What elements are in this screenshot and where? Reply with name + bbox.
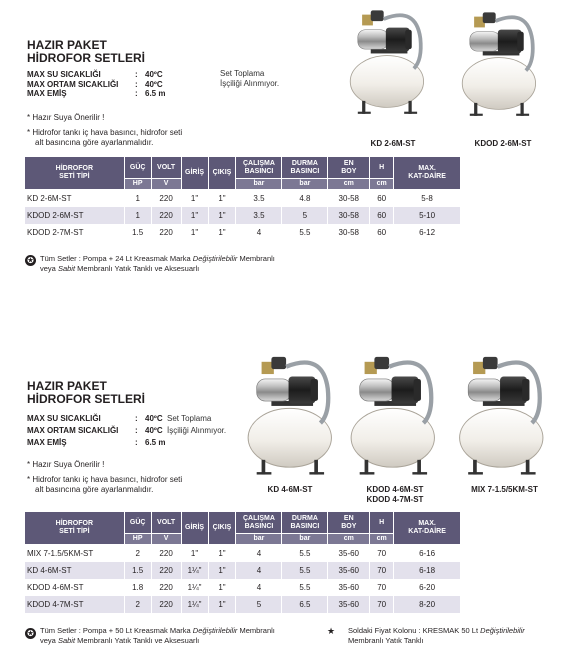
section2-title-line1: HAZIR PAKET xyxy=(27,379,107,393)
section1-title-line2: HİDROFOR SETLERİ xyxy=(27,51,146,65)
spec-value: 6.5 m xyxy=(145,89,166,98)
table-cell: 6-20 xyxy=(394,579,461,596)
table-row xyxy=(25,596,461,613)
table-cell: 4 xyxy=(236,562,282,579)
table-cell: 8-20 xyxy=(394,596,461,613)
col-width-height: EN BOY xyxy=(328,512,370,534)
table-cell: 1.5 xyxy=(124,224,151,241)
section2-set-note xyxy=(167,414,226,436)
table-cell: 60 xyxy=(370,207,394,224)
table-cell: 70 xyxy=(370,562,394,579)
star-icon: ✪ xyxy=(25,628,36,639)
spec-value: 40ºC xyxy=(145,70,163,79)
product-caption: KDOD 4-6M-ST KDOD 4-7M-ST xyxy=(366,485,424,504)
col-inlet: GİRİŞ xyxy=(181,157,208,190)
pump-set-image-kdod-2-6m xyxy=(455,8,545,118)
table-cell: 1" xyxy=(181,190,208,208)
table-row xyxy=(25,224,461,241)
table-cell: 4 xyxy=(236,545,282,563)
set-note-line2: İşçiliği Alınmıyor. xyxy=(167,426,227,435)
spec-label: MAX EMİŞ xyxy=(27,438,67,447)
product-caption: MIX 7-1.5/5KM-ST xyxy=(471,485,538,494)
table-cell: 220 xyxy=(151,562,181,579)
section2-note2 xyxy=(27,475,182,494)
table-cell: 1" xyxy=(208,207,236,224)
table-cell: 1" xyxy=(208,596,236,613)
table-cell: 5.5 xyxy=(282,224,328,241)
section2-title-line2: HİDROFOR SETLERİ xyxy=(27,392,146,406)
spec-value: 6.5 m xyxy=(145,438,166,447)
table-row xyxy=(25,579,461,596)
set-note-line1: Set Toplama xyxy=(220,69,265,78)
table-cell: 6-16 xyxy=(394,545,461,563)
col-h: H xyxy=(370,157,394,179)
table-row xyxy=(25,190,461,208)
table-cell: 1 xyxy=(124,207,151,224)
spec-value: 40ºC xyxy=(145,426,163,435)
table-cell: 70 xyxy=(370,579,394,596)
section1-spec-table xyxy=(24,156,461,241)
table-cell: 5-10 xyxy=(394,207,461,224)
col-h: H xyxy=(370,512,394,534)
table-cell: 35-60 xyxy=(328,579,370,596)
table-cell: 1¼" xyxy=(181,579,208,596)
note2-line2: alt basıncına göre ayarlanmalıdır. xyxy=(35,484,154,494)
col-inlet: GİRİŞ xyxy=(181,512,208,545)
col-model: HİDROFOR SETİ TİPİ xyxy=(25,512,125,545)
table-cell: KD 2-6M-ST xyxy=(25,190,125,208)
note2-line1: * Hidrofor tankı iç hava basıncı, hidrofor seti xyxy=(27,128,183,137)
spec-value: 40ºC xyxy=(145,414,163,423)
table-cell: 220 xyxy=(151,596,181,613)
spec-label: MAX SU SICAKLIĞI xyxy=(27,414,101,423)
table-row xyxy=(25,562,461,579)
table-cell: 1" xyxy=(208,545,236,563)
spec-row: MAX EMİŞ : 6.5 m xyxy=(27,89,166,98)
section2-specs xyxy=(27,414,165,450)
table-cell: 70 xyxy=(370,545,394,563)
unit-hp: HP xyxy=(124,179,151,190)
unit-bar: bar xyxy=(236,534,282,545)
spec-row: MAX SU SICAKLIĞI : 40ºC xyxy=(27,414,163,423)
table-cell: 35-60 xyxy=(328,562,370,579)
pump-set-image-kd-2-6m xyxy=(343,6,433,116)
section1-note1: * Hazır Suya Önerilir ! xyxy=(27,113,105,122)
table-cell: 220 xyxy=(151,207,181,224)
table-cell: 1¼" xyxy=(181,596,208,613)
table-cell: 5.5 xyxy=(282,579,328,596)
table-cell: 1" xyxy=(208,190,236,208)
table-cell: 30-58 xyxy=(328,224,370,241)
table-cell: 30-58 xyxy=(328,190,370,208)
col-outlet: ÇIKIŞ xyxy=(208,512,236,545)
table-cell: 6-18 xyxy=(394,562,461,579)
table-cell: KDOD 2-7M-ST xyxy=(25,224,125,241)
table-cell: 1.8 xyxy=(124,579,151,596)
table-cell: 220 xyxy=(151,579,181,596)
table-cell: 220 xyxy=(151,545,181,563)
spec-label: MAX ORTAM SICAKLIĞI xyxy=(27,426,119,435)
table-cell: MIX 7-1.5/5KM-ST xyxy=(25,545,125,563)
table-cell: 220 xyxy=(151,224,181,241)
unit-v: V xyxy=(151,179,181,190)
table-cell: 5 xyxy=(282,207,328,224)
star-icon: ✪ xyxy=(25,255,36,266)
section1-note2 xyxy=(27,128,182,147)
table-cell: 35-60 xyxy=(328,596,370,613)
table-cell: KDOD 4-7M-ST xyxy=(25,596,125,613)
unit-bar: bar xyxy=(282,534,328,545)
table-cell: 1¼" xyxy=(181,562,208,579)
table-cell: 1.5 xyxy=(124,562,151,579)
spec-row: MAX ORTAM SICAKLIĞI : 40ºC xyxy=(27,426,163,435)
section1-footnote: Tüm Setler : Pompa + 24 Lt Kreasmak Marka Değiştirilebilir Membranlı veya Sabit Membranlı Yatık Tanklı ve Aksesuarlı xyxy=(40,254,275,273)
pump-set-image-mix xyxy=(455,352,550,477)
table-cell: 5-8 xyxy=(394,190,461,208)
col-power: GÜÇ xyxy=(124,157,151,179)
table-cell: 220 xyxy=(151,190,181,208)
col-work-pressure: ÇALIŞMA BASINCI xyxy=(236,157,282,179)
table-cell: 1" xyxy=(208,562,236,579)
product-caption: KDOD 2-6M-ST xyxy=(474,139,532,148)
section2-spec-table xyxy=(24,511,461,613)
black-star-icon: ★ xyxy=(327,626,336,636)
unit-bar: bar xyxy=(282,179,328,190)
table-cell: 4 xyxy=(236,579,282,596)
section2-note1: * Hazır Suya Önerilir ! xyxy=(27,460,105,469)
table-cell: 3.5 xyxy=(236,190,282,208)
table-cell: 60 xyxy=(370,224,394,241)
note2-line2: alt basıncına göre ayarlanmalıdır. xyxy=(35,137,154,147)
col-stop-pressure: DURMA BASINCI xyxy=(282,512,328,534)
table-cell: 2 xyxy=(124,596,151,613)
spec-row: MAX EMİŞ : 6.5 m xyxy=(27,438,166,447)
col-volt: VOLT xyxy=(151,512,181,534)
col-outlet: ÇIKIŞ xyxy=(208,157,236,190)
table-cell: 1" xyxy=(208,579,236,596)
table-cell: KD 4-6M-ST xyxy=(25,562,125,579)
table-cell: 2 xyxy=(124,545,151,563)
spec-label: MAX SU SICAKLIĞI xyxy=(27,70,101,79)
table-cell: 1" xyxy=(181,545,208,563)
table-cell: 30-58 xyxy=(328,207,370,224)
table-cell: 4.8 xyxy=(282,190,328,208)
unit-cm: cm xyxy=(370,179,394,190)
col-stop-pressure: DURMA BASINCI xyxy=(282,157,328,179)
table-body xyxy=(25,545,461,614)
table-row xyxy=(25,545,461,563)
product-caption: KD 2-6M-ST xyxy=(370,139,416,148)
table-cell: 1" xyxy=(181,207,208,224)
table-cell: 5.5 xyxy=(282,545,328,563)
col-max-floor: MAX. KAT-DAİRE xyxy=(394,512,461,545)
unit-bar: bar xyxy=(236,179,282,190)
table-cell: 1 xyxy=(124,190,151,208)
set-note-line2: İşçiliği Alınmıyor. xyxy=(220,78,280,88)
table-cell: 6.5 xyxy=(282,596,328,613)
col-model: HİDROFOR SETİ TİPİ xyxy=(25,157,125,190)
spec-label: MAX ORTAM SICAKLIĞI xyxy=(27,79,119,89)
table-cell: KDOD 2-6M-ST xyxy=(25,207,125,224)
section1-title-line1: HAZIR PAKET xyxy=(27,38,107,52)
unit-cm: cm xyxy=(370,534,394,545)
table-cell: 4 xyxy=(236,224,282,241)
col-max-floor: MAX. KAT-DAİRE xyxy=(394,157,461,190)
spec-row: MAX ORTAM SICAKLIĞI : 40ºC xyxy=(27,79,163,89)
table-cell: KDOD 4-6M-ST xyxy=(25,579,125,596)
unit-cm: cm xyxy=(328,534,370,545)
section2-footnote: Tüm Setler : Pompa + 50 Lt Kreasmak Marka Değiştirilebilir Membranlı veya Sabit Membranlı Yatık Tanklı ve Aksesuarlı xyxy=(40,626,275,645)
pump-set-image-kdod-4 xyxy=(345,352,443,477)
unit-v: V xyxy=(151,534,181,545)
spec-value: 40ºC xyxy=(145,79,163,89)
col-work-pressure: ÇALIŞMA BASINCI xyxy=(236,512,282,534)
table-body xyxy=(25,190,461,242)
table-cell: 5 xyxy=(236,596,282,613)
col-width-height: EN BOY xyxy=(328,157,370,179)
table-row xyxy=(25,207,461,224)
col-volt: VOLT xyxy=(151,157,181,179)
section1-set-note xyxy=(220,69,279,88)
table-cell: 5.5 xyxy=(282,562,328,579)
pump-set-image-kd-4-6m xyxy=(245,352,337,477)
unit-cm: cm xyxy=(328,179,370,190)
table-cell: 6-12 xyxy=(394,224,461,241)
set-note-line1: Set Toplama xyxy=(167,414,212,423)
table-cell: 1" xyxy=(181,224,208,241)
col-power: GÜÇ xyxy=(124,512,151,534)
product-caption: KD 4-6M-ST xyxy=(267,485,313,494)
table-cell: 60 xyxy=(370,190,394,208)
table-cell: 35-60 xyxy=(328,545,370,563)
table-cell: 3.5 xyxy=(236,207,282,224)
spec-row: MAX SU SICAKLIĞI : 40ºC xyxy=(27,70,163,79)
unit-hp: HP xyxy=(124,534,151,545)
note2-line1: * Hidrofor tankı iç hava basıncı, hidrofor seti xyxy=(27,475,183,484)
table-cell: 1" xyxy=(208,224,236,241)
section1-specs xyxy=(27,70,165,99)
spec-label: MAX EMİŞ xyxy=(27,89,67,98)
table-cell: 70 xyxy=(370,596,394,613)
section2-price-note: Soldaki Fiyat Kolonu : KRESMAK 50 Lt Değiştirilebilir Membranlı Yatık Tanklı xyxy=(348,626,525,645)
